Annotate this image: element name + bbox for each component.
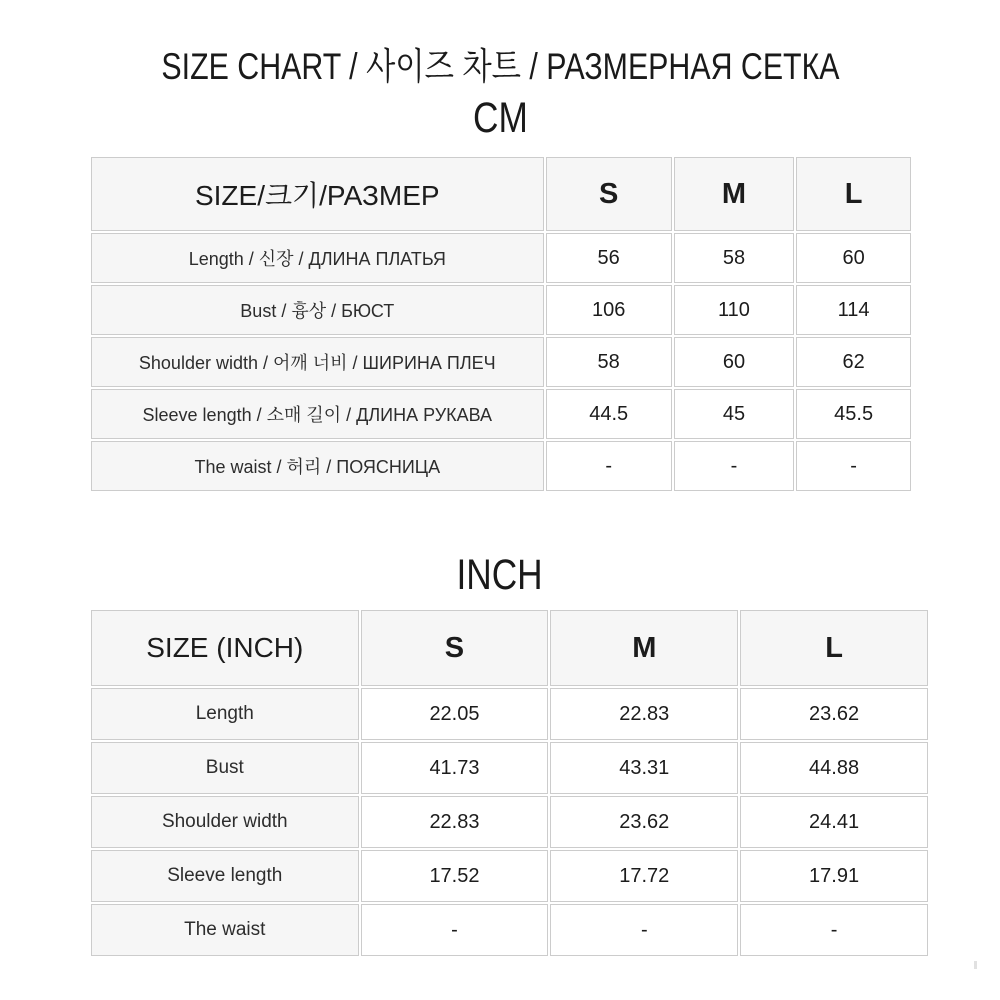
inch-length-l-value: 23.62 (740, 688, 928, 740)
inch-section-heading-text: INCH (456, 551, 544, 599)
cm-sleeve-l-value: 45.5 (796, 389, 911, 439)
cm-size-table (89, 155, 913, 493)
cm-length-s-value: 56 (546, 233, 672, 283)
inch-shoulder-l-value: 24.41 (740, 796, 928, 848)
inch-section-heading (0, 551, 1000, 600)
cm-waist-label: The waist / 허리 / ПОЯСНИЦА (91, 441, 544, 491)
inch-size-m-header: M (550, 610, 738, 686)
cm-shoulder-row (91, 337, 911, 387)
inch-bust-s-value: 41.73 (361, 742, 549, 794)
cm-shoulder-s-value: 58 (546, 337, 672, 387)
cm-bust-s-value: 106 (546, 285, 672, 335)
cm-sleeve-label: Sleeve length / 소매 길이 / ДЛИНА РУКАВА (91, 389, 544, 439)
cm-length-l-value: 60 (796, 233, 911, 283)
cm-bust-l-value: 114 (796, 285, 911, 335)
cm-waist-l-value: - (796, 441, 911, 491)
cm-section-heading-text: CM (472, 94, 528, 142)
inch-shoulder-m-value: 23.62 (550, 796, 738, 848)
inch-shoulder-row (91, 796, 928, 848)
inch-bust-label: Bust (91, 742, 359, 794)
cm-bust-row (91, 285, 911, 335)
cm-shoulder-m-value: 60 (674, 337, 794, 387)
inch-waist-l-value: - (740, 904, 928, 956)
inch-shoulder-label: Shoulder width (91, 796, 359, 848)
inch-sleeve-l-value: 17.91 (740, 850, 928, 902)
inch-length-s-value: 22.05 (361, 688, 549, 740)
inch-sleeve-s-value: 17.52 (361, 850, 549, 902)
inch-length-m-value: 22.83 (550, 688, 738, 740)
cm-waist-row (91, 441, 911, 491)
page-title (0, 36, 1000, 90)
inch-shoulder-s-value: 22.83 (361, 796, 549, 848)
inch-length-label: Length (91, 688, 359, 740)
page-title-text: SIZE CHART / 사이즈 차트 / РАЗМЕРНАЯ СЕТКА (160, 46, 840, 87)
inch-length-row (91, 688, 928, 740)
cm-bust-label: Bust / 흉상 / БЮСТ (91, 285, 544, 335)
inch-waist-m-value: - (550, 904, 738, 956)
cm-size-m-header: M (674, 157, 794, 231)
jpeg-artifact-mark (974, 961, 977, 969)
cm-sleeve-s-value: 44.5 (546, 389, 672, 439)
cm-section-heading (0, 94, 1000, 143)
inch-sleeve-m-value: 17.72 (550, 850, 738, 902)
cm-length-label: Length / 신장 / ДЛИНА ПЛАТЬЯ (91, 233, 544, 283)
cm-sleeve-row (91, 389, 911, 439)
inch-sleeve-row (91, 850, 928, 902)
inch-waist-row (91, 904, 928, 956)
cm-length-row (91, 233, 911, 283)
inch-bust-l-value: 44.88 (740, 742, 928, 794)
cm-length-m-value: 58 (674, 233, 794, 283)
inch-waist-label: The waist (91, 904, 359, 956)
cm-table-header-row (91, 157, 911, 231)
inch-bust-m-value: 43.31 (550, 742, 738, 794)
inch-size-l-header: L (740, 610, 928, 686)
cm-shoulder-label: Shoulder width / 어깨 너비 / ШИРИНА ПЛЕЧ (91, 337, 544, 387)
inch-sleeve-label: Sleeve length (91, 850, 359, 902)
cm-size-l-header: L (796, 157, 911, 231)
inch-bust-row (91, 742, 928, 794)
cm-size-s-header: S (546, 157, 672, 231)
cm-shoulder-l-value: 62 (796, 337, 911, 387)
inch-size-header-cell: SIZE (INCH) (91, 610, 359, 686)
inch-table-header-row (91, 610, 928, 686)
cm-waist-s-value: - (546, 441, 672, 491)
inch-size-s-header: S (361, 610, 549, 686)
cm-waist-m-value: - (674, 441, 794, 491)
cm-bust-m-value: 110 (674, 285, 794, 335)
inch-size-table (89, 608, 930, 958)
cm-size-header-cell: SIZE/크기/РАЗМЕР (91, 157, 544, 231)
inch-waist-s-value: - (361, 904, 549, 956)
cm-sleeve-m-value: 45 (674, 389, 794, 439)
